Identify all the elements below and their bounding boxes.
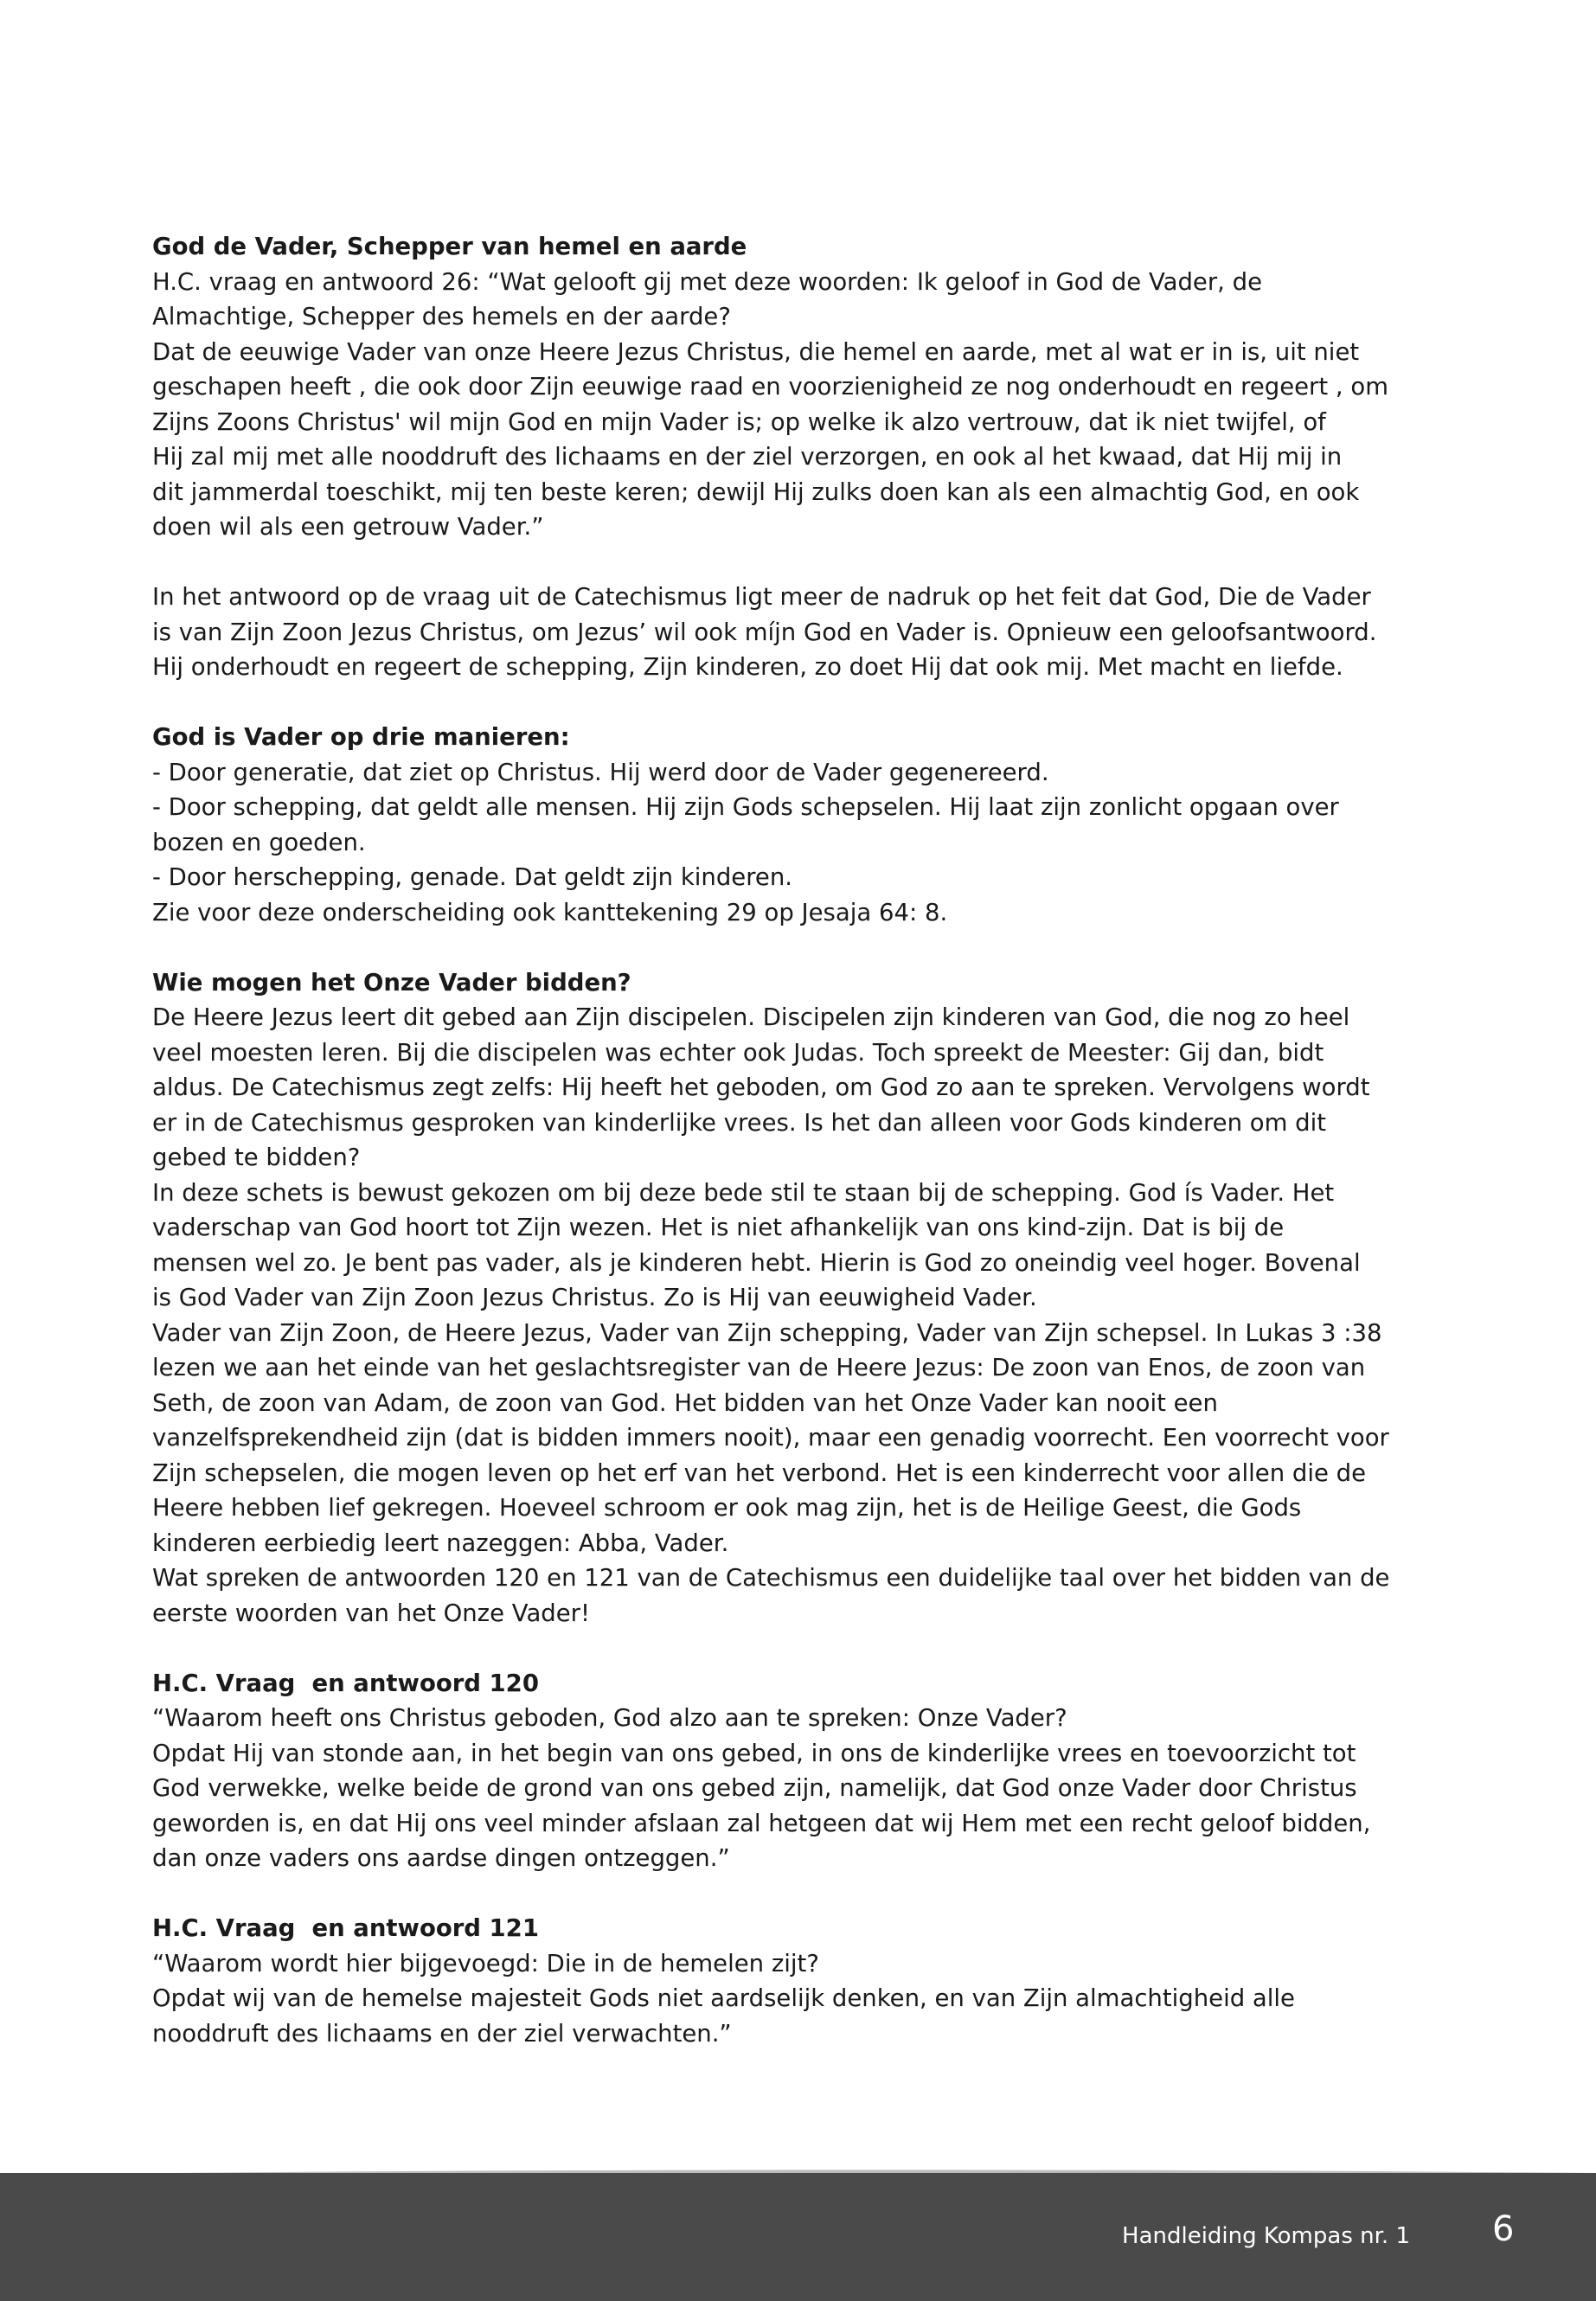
paragraph-line: geworden is, en dat Hij ons veel minder afslaan zal hetgeen dat wij Hem met een recht geloof bidden,: [152, 1809, 1371, 1837]
paragraph-line: In het antwoord op de vraag uit de Catechismus ligt meer de nadruk op het feit dat God, Die de Vader: [152, 583, 1371, 611]
paragraph-line: “Waarom wordt hier bijgevoegd: Die in de hemelen zijt?: [152, 1949, 819, 1977]
paragraph-line: Vader van Zijn Zoon, de Heere Jezus, Vader van Zijn schepping, Vader van Zijn schepsel. In Lukas 3 :38: [152, 1318, 1382, 1347]
paragraph-line: Opdat wij van de hemelse majesteit Gods niet aardselijk denken, en van Zijn almachtigheid alle: [152, 1984, 1295, 2012]
paragraph-line: is van Zijn Zoon Jezus Christus, om Jezus’ wil ook míjn God en Vader is. Opnieuw een geloofsantwoord.: [152, 618, 1377, 646]
page-content: [152, 229, 1450, 2086]
section-heading: God de Vader, Schepper van hemel en aarde: [152, 233, 747, 260]
paragraph-line: God verwekke, welke beide de grond van ons gebed zijn, namelijk, dat God onze Vader door Christus: [152, 1774, 1357, 1802]
paragraph-line: doen wil als een getrouw Vader.”: [152, 513, 544, 541]
paragraph-line: Zijn schepselen, die mogen leven op het erf van het verbond. Het is een kinderrecht voor allen die de: [152, 1458, 1367, 1487]
text-section: [152, 1666, 1450, 1876]
paragraph-line: vaderschap van God hoort tot Zijn wezen. Het is niet afhankelijk van ons kind-zijn. Dat is bij de: [152, 1214, 1285, 1241]
paragraph-line: In deze schets is bewust gekozen om bij deze bede stil te staan bij de schepping. God ís Vader. Het: [152, 1178, 1335, 1207]
paragraph-line: dit jammerdal toeschikt, mij ten beste keren; dewijl Hij zulks doen kan als een almachtig God, en ook: [152, 478, 1360, 506]
paragraph-line: nooddruft des lichaams en der ziel verwachten.”: [152, 2019, 732, 2048]
paragraph-line: er in de Catechismus gesproken van kinderlijke vrees. Is het dan alleen voor Gods kinderen om dit: [152, 1108, 1326, 1137]
paragraph-line: eerste woorden van het Onze Vader!: [152, 1599, 590, 1627]
paragraph-line: Wat spreken de antwoorden 120 en 121 van de Catechismus een duidelijke taal over het bidden van de: [152, 1564, 1390, 1592]
text-section: [152, 720, 1450, 930]
text-section: [152, 1911, 1450, 2051]
paragraph-line: Hij onderhoudt en regeert de schepping, Zijn kinderen, zo doet Hij dat ook mij. Met macht en liefde.: [152, 653, 1343, 681]
text-section: [152, 965, 1450, 1631]
section-heading: H.C. Vraag en antwoord 120: [152, 1669, 539, 1697]
paragraph-line: - Door herschepping, genade. Dat geldt zijn kinderen.: [152, 863, 793, 891]
paragraph-line: Zijns Zoons Christus' wil mijn God en mijn Vader is; op welke ik alzo vertrouw, dat ik niet twijfel, of: [152, 407, 1326, 436]
paragraph-line: geschapen heeft , die ook door Zijn eeuwige raad en voorzienigheid ze nog onderhoudt en regeert , om: [152, 373, 1388, 401]
paragraph-line: is God Vader van Zijn Zoon Jezus Christus. Zo is Hij van eeuwigheid Vader.: [152, 1284, 1037, 1311]
paragraph-line: veel moesten leren. Bij die discipelen was echter ook Judas. Toch spreekt de Meester: Gij dan, bidt: [152, 1038, 1324, 1067]
paragraph-line: vanzelfsprekendheid zijn (dat is bidden immers nooit), maar een genadig voorrecht. Een voorrecht voor: [152, 1424, 1389, 1452]
page-number: 6: [1492, 2209, 1515, 2249]
paragraph-line: Dat de eeuwige Vader van onze Heere Jezus Christus, die hemel en aarde, met al wat er in is, uit niet: [152, 337, 1360, 366]
text-section: [152, 580, 1450, 685]
paragraph-line: De Heere Jezus leert dit gebed aan Zijn discipelen. Discipelen zijn kinderen van God, die nog zo heel: [152, 1003, 1350, 1031]
section-heading: God is Vader op drie manieren:: [152, 723, 570, 751]
paragraph-line: Almachtige, Schepper des hemels en der aarde?: [152, 303, 731, 330]
paragraph-line: “Waarom heeft ons Christus geboden, God alzo aan te spreken: Onze Vader?: [152, 1704, 1067, 1732]
paragraph-line: bozen en goeden.: [152, 828, 366, 856]
paragraph-line: Opdat Hij van stonde aan, in het begin van ons gebed, in ons de kinderlijke vrees en toevoorzicht tot: [152, 1739, 1356, 1767]
paragraph-line: dan onze vaders ons aardse dingen ontzeggen.”: [152, 1844, 730, 1872]
text-section: [152, 229, 1450, 545]
paragraph-line: Zie voor deze onderscheiding ook kanttekening 29 op Jesaja 64: 8.: [152, 898, 948, 926]
paragraph-line: Heere hebben lief gekregen. Hoeveel schroom er ook mag zijn, het is de Heilige Geest, die Gods: [152, 1494, 1302, 1522]
footer-title: Handleiding Kompas nr. 1: [1122, 2223, 1410, 2249]
paragraph-line: - Door generatie, dat ziet op Christus. Hij werd door de Vader gegenereerd.: [152, 758, 1049, 786]
paragraph-line: lezen we aan het einde van het geslachtsregister van de Heere Jezus: De zoon van Enos, de zoon van: [152, 1354, 1366, 1381]
paragraph-line: Seth, de zoon van Adam, de zoon van God. Het bidden van het Onze Vader kan nooit een: [152, 1388, 1218, 1417]
paragraph-line: - Door schepping, dat geldt alle mensen. Hij zijn Gods schepselen. Hij laat zijn zonlicht opgaan over: [152, 793, 1339, 821]
paragraph-line: H.C. vraag en antwoord 26: “Wat gelooft gij met deze woorden: Ik geloof in God de Vader, de: [152, 267, 1263, 296]
paragraph-line: gebed te bidden?: [152, 1144, 361, 1171]
section-heading: Wie mogen het Onze Vader bidden?: [152, 968, 631, 997]
paragraph-line: aldus. De Catechismus zegt zelfs: Hij heeft het geboden, om God zo aan te spreken. Vervolgens wordt: [152, 1074, 1370, 1101]
paragraph-line: Hij zal mij met alle nooddruft des lichaams en der ziel verzorgen, en ook al het kwaad, dat Hij mij in: [152, 443, 1343, 471]
section-heading: H.C. Vraag en antwoord 121: [152, 1914, 539, 1942]
paragraph-line: kinderen eerbiedig leert nazeggen: Abba, Vader.: [152, 1529, 729, 1557]
paragraph-line: mensen wel zo. Je bent pas vader, als je kinderen hebt. Hierin is God zo oneindig veel hoger. Bovenal: [152, 1248, 1361, 1277]
